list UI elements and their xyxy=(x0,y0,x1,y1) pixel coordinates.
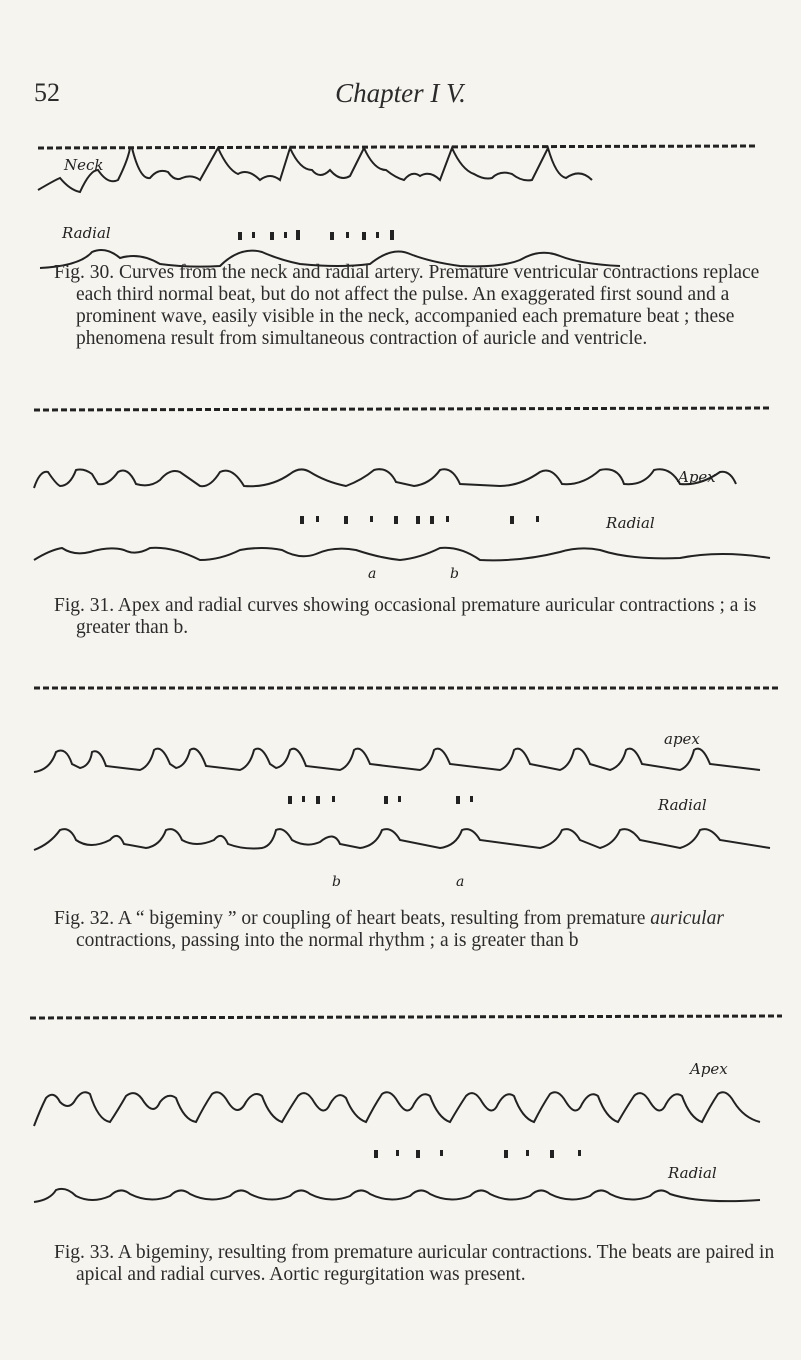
label-upper: Neck xyxy=(64,156,104,174)
chapter-title: Chapter I V. xyxy=(335,78,466,108)
time-marker-line xyxy=(38,146,756,148)
caption-italic: auricular xyxy=(650,908,724,929)
label-lower: Radial xyxy=(658,796,707,814)
caption-suffix: contractions, passing into the normal rhythm ; a is greater than b xyxy=(76,930,579,951)
beat-markers xyxy=(288,796,473,804)
label-a: a xyxy=(368,566,377,582)
figure-30-tracing xyxy=(0,140,801,280)
label-lower: Radial xyxy=(62,224,111,242)
label-upper: Apex xyxy=(678,468,716,486)
figure-31-caption: Fig. 31. Apex and radial curves showing occasional premature auricular contractions ; a is greater than b. xyxy=(54,595,757,638)
apex-curve xyxy=(34,469,736,488)
figure-32-caption xyxy=(54,908,776,952)
label-b: b xyxy=(332,874,341,890)
figure-32-tracing xyxy=(0,680,801,930)
page-number: 52 xyxy=(34,78,60,107)
page-header xyxy=(0,78,801,118)
label-b: b xyxy=(450,566,459,582)
apex-curve xyxy=(34,749,760,772)
radial-curve xyxy=(34,548,770,561)
apex-curve xyxy=(34,1092,760,1126)
radial-curve xyxy=(34,829,770,850)
figure-31 xyxy=(0,400,801,638)
label-a: a xyxy=(456,874,465,890)
neck-curve xyxy=(38,148,592,192)
figure-31-tracing xyxy=(0,400,801,600)
figure-30-caption: Fig. 30. Curves from the neck and radial artery. Premature ventricular contractions replace each third normal beat, but do not affect the pulse. An exaggerated first sound and a prominent wave, easily visible in the neck, accompanied each premature beat ; these phenomena result from simultaneous contraction of auricle and ventricle. xyxy=(54,262,760,349)
time-marker-line xyxy=(30,1016,782,1018)
label-lower: Radial xyxy=(606,514,655,532)
time-marker-line xyxy=(34,408,770,410)
beat-markers xyxy=(374,1150,581,1158)
label-upper: apex xyxy=(664,730,700,748)
label-lower: Radial xyxy=(668,1164,717,1182)
beat-markers xyxy=(300,516,539,524)
figure-33 xyxy=(0,1010,801,1310)
beat-markers xyxy=(238,230,394,240)
caption-prefix: Fig. 32. A “ bigeminy ” or coupling of heart beats, resulting from premature xyxy=(54,908,651,929)
radial-curve xyxy=(34,1189,760,1202)
figure-33-caption: Fig. 33. A bigeminy, resulting from premature auricular contractions. The beats are paired in apical and radial curves. Aortic regurgitation was present. xyxy=(54,1242,775,1285)
figure-30 xyxy=(0,140,801,349)
label-upper: Apex xyxy=(690,1060,728,1078)
figure-33-tracing xyxy=(0,1010,801,1270)
figure-32 xyxy=(0,680,801,951)
